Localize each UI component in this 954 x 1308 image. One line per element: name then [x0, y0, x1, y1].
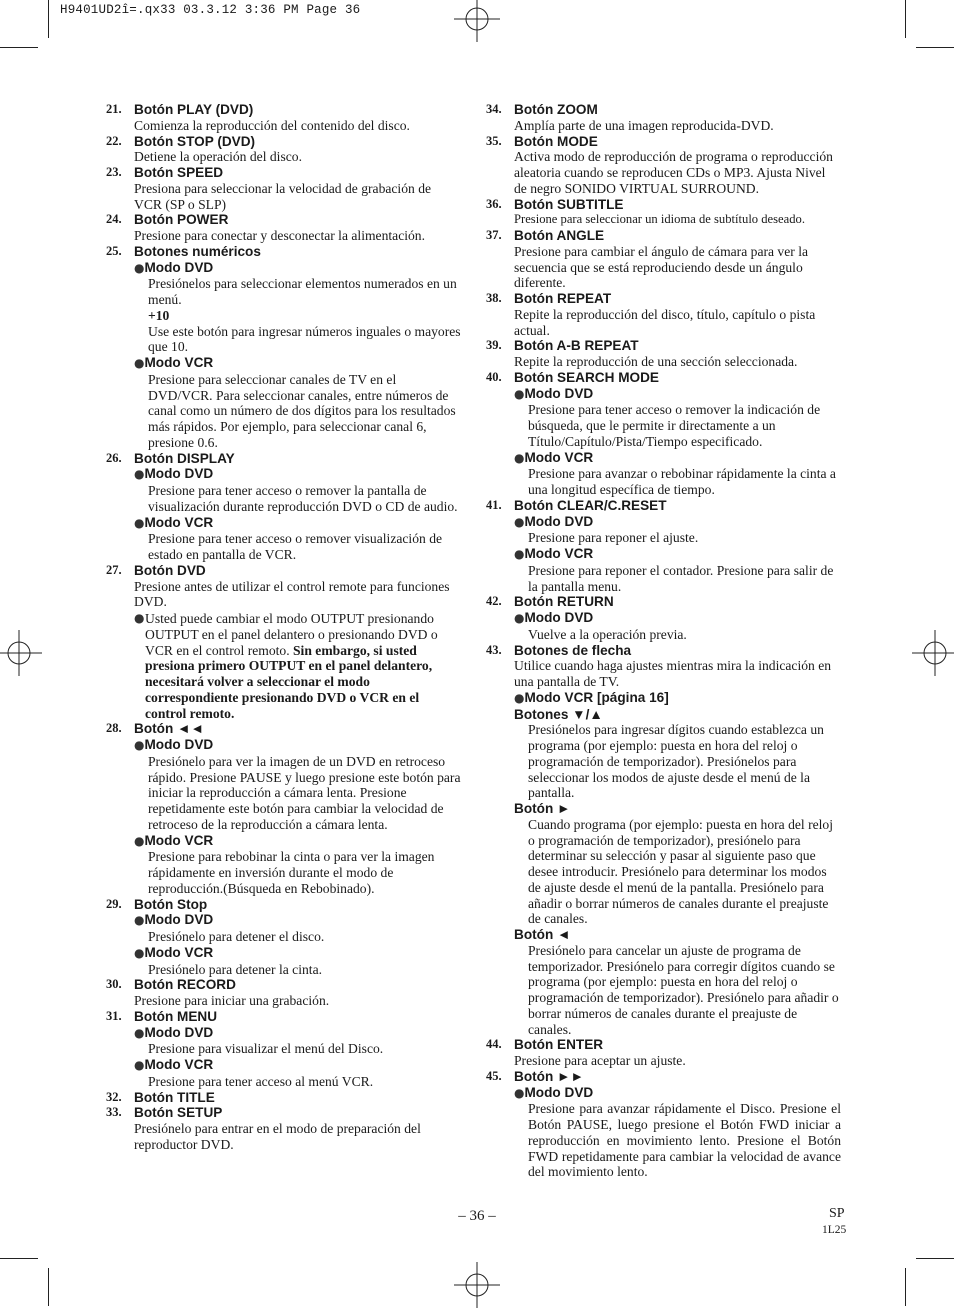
entry-description: Presiona para seleccionar la velocidad de grabación de VCR (SP o SLP) [134, 180, 432, 212]
entry-number: 44. [486, 1037, 502, 1052]
right-column [486, 102, 841, 1180]
bullet-paragraph [134, 610, 461, 721]
mode-heading [134, 737, 461, 754]
mode-label: Modo DVD [144, 466, 214, 482]
bullet-icon: ● [134, 738, 145, 752]
mode-description: Presiónelo para detener la cinta. [148, 961, 322, 977]
mode-heading [134, 355, 461, 372]
entry-title: Botón REPEAT [514, 291, 612, 306]
mode-description: Presione para seleccionar canales de TV en el DVD/VCR. Para seleccionar canales, entre números de canal como un número de dos dígitos para los resultados más rápidos. Por ejemplo, para seleccionar canal 6, presione 0.6. [148, 371, 456, 450]
button-entry [106, 721, 461, 896]
button-entry [106, 1105, 461, 1152]
entry-number: 33. [106, 1105, 122, 1120]
entry-number: 37. [486, 228, 502, 242]
entry-title: Botón STOP (DVD) [134, 133, 256, 149]
entry-number: 23. [106, 165, 122, 179]
button-entry [486, 594, 841, 642]
bullet-icon: ● [134, 611, 145, 625]
button-entry [486, 1069, 841, 1180]
bullet-icon: ● [134, 1058, 145, 1072]
entry-number: 21. [106, 102, 122, 116]
button-entry [486, 1037, 841, 1069]
mode-description: Presione para visualizar el menú del Disco. [148, 1041, 384, 1057]
mode-heading [134, 945, 461, 962]
mode-label: Modo VCR [524, 449, 594, 465]
entry-title: Botón MODE [514, 133, 598, 149]
bullet-icon: ● [134, 356, 145, 370]
mode-heading [514, 450, 841, 467]
entry-number: 31. [106, 1008, 122, 1023]
entry-title: Botón RETURN [514, 594, 614, 610]
registration-mark-icon [0, 630, 42, 676]
entry-description: Presione para conectar y desconectar la alimentación. [134, 228, 425, 243]
entry-description: Presiónelo para entrar en el modo de preparación del reproductor DVD. [134, 1121, 421, 1152]
crop-mark [48, 1268, 49, 1306]
entry-title: Botón DVD [134, 562, 206, 578]
mode-heading [514, 386, 841, 403]
mode-label: Modo DVD [144, 259, 214, 275]
entry-description: Activa modo de reproducción de programa o reproducción aleatoria cuando se reproducen CDs o MP3. Ajusta Nivel de negro SONIDO VIRTUAL SURROUND. [514, 149, 833, 196]
mode-heading [514, 514, 841, 531]
button-entry [486, 134, 841, 197]
entry-title: Botón PLAY (DVD) [134, 102, 254, 117]
registration-mark-icon [454, 1262, 500, 1308]
mode-label: Modo VCR [página 16] [524, 689, 669, 705]
entry-number: 38. [486, 291, 502, 305]
bullet-icon: ● [514, 1085, 525, 1100]
button-entry [486, 291, 841, 338]
registration-mark-icon [912, 630, 954, 676]
entry-number: 34. [486, 102, 502, 116]
mode-description: Presione para reponer el ajuste. [528, 530, 699, 546]
entry-title: Botones numéricos [134, 243, 261, 259]
bullet-icon: ● [134, 833, 145, 848]
entry-title: Botón CLEAR/C.RESET [514, 497, 667, 513]
mode-description: Cuando programa (por ejemplo: puesta en hora del reloj o programación de temporizador), presiónelo para determinar su selección y pasar al siguiente paso que desee introducir. Presiónelo para determinar los modos de ajuste desde el menú de la pantalla. Presiónelo para añadir o borrar números de canales durante el preajuste de canales. [528, 816, 834, 927]
mode-description: Presiónelo para ver la imagen de un DVD en retroceso rápido. Presione PAUSE y luego presione este botón para iniciar la reproducción a cámara lenta. Presione repetidamente este botón para cambiar la velocidad de retroceso de la reproducción a cámara lenta. [148, 753, 461, 832]
bullet-icon: ● [514, 690, 525, 705]
entry-number: 27. [106, 562, 122, 577]
entry-title: Botón SEARCH MODE [514, 369, 659, 385]
crop-mark [905, 1268, 906, 1306]
entry-description: Repite la reproducción del disco, título, capítulo o pista actual. [514, 306, 816, 338]
bullet-icon: ● [134, 260, 145, 275]
entry-title: Botón TITLE [134, 1089, 215, 1105]
entry-number: 22. [106, 133, 122, 148]
mode-label: Modo DVD [524, 513, 594, 529]
button-entry [106, 977, 461, 1009]
mode-description: Use este botón para ingresar números inguales o mayores que 10. [148, 323, 461, 355]
button-entry [486, 370, 841, 498]
button-entry [106, 1090, 461, 1106]
bullet-icon: ● [134, 913, 145, 928]
entry-description: Utilice cuando haga ajustes mientras mira la indicación en una pantalla de TV. [514, 658, 832, 689]
mode-heading [514, 610, 841, 627]
mode-label: Modo DVD [144, 737, 214, 752]
mode-label: Modo VCR [524, 546, 594, 561]
entry-title: Botón SUBTITLE [514, 196, 624, 212]
button-entry [486, 228, 841, 291]
entry-description: Detiene la operación del disco. [134, 149, 302, 165]
print-slug: H9401UD2î=.qx33 03.3.12 3:36 PM Page 36 [60, 3, 361, 17]
entry-title: Botón DISPLAY [134, 450, 235, 466]
entry-description: Amplía parte de una imagen reproducida-DVD. [514, 117, 774, 133]
entry-title: Botón ◄◄ [134, 721, 204, 737]
bullet-icon: ● [514, 386, 525, 401]
entry-number: 32. [106, 1089, 122, 1104]
crop-mark [905, 0, 906, 38]
bullet-icon: ● [514, 450, 525, 465]
mode-label: Modo VCR [144, 355, 214, 370]
button-entry [106, 212, 461, 244]
bullet-icon: ● [134, 515, 145, 530]
entry-number: 43. [486, 642, 502, 657]
mode-heading [134, 1057, 461, 1074]
arrow-button-heading: Botones ▼/▲ [514, 706, 603, 722]
bullet-icon: ● [134, 467, 145, 482]
mode-description: Presiónelos para ingresar dígitos cuando establezca un programa (por ejemplo: puesta en hora del reloj o programación de temporizador). Presiónelos para seleccionar los modos de ajuste desde el menú de la pantalla. [528, 722, 824, 801]
mode-heading [134, 912, 461, 929]
entry-description: Presione para aceptar un ajuste. [514, 1053, 686, 1068]
entry-number: 36. [486, 196, 502, 211]
mode-description: Presione para reponer el contador. Presione para salir de la pantalla menu. [528, 562, 834, 594]
mode-label: Modo DVD [144, 1024, 214, 1040]
entry-number: 45. [486, 1068, 502, 1083]
entry-title: Botón SPEED [134, 165, 224, 180]
mode-heading [514, 1085, 841, 1102]
entry-title: Botón MENU [134, 1008, 218, 1024]
button-entry [106, 563, 461, 722]
mode-description: Presione para tener acceso o remover visualización de estado en pantalla de VCR. [148, 531, 443, 562]
mode-description: Presione para avanzar rápidamente el Disco. Presione el Botón PAUSE, luego presione el Botón FWD iniciar a reproducción en movimiento lento. Presione el Botón FWD repetidamente para cambiar la velocidad de avance del movimiento lento. [528, 1101, 841, 1180]
button-entry [486, 338, 841, 370]
bullet-icon: ● [134, 1025, 145, 1040]
entry-number: 28. [106, 721, 122, 736]
button-entry [106, 244, 461, 451]
mode-label: Modo VCR [144, 1057, 214, 1072]
crop-mark [0, 1258, 38, 1259]
bullet-text-regular: Usted puede cambiar el modo OUTPUT presionando OUTPUT en el panel delantero o presionando DVD o VCR en el control remoto. [145, 611, 438, 658]
mode-description: Vuelve a la operación previa. [528, 626, 687, 642]
entry-title: Botón SETUP [134, 1105, 223, 1121]
button-entry [106, 451, 461, 563]
crop-mark [916, 1258, 954, 1259]
mode-description: Presione para avanzar o rebobinar rápidamente la cinta a una longitud específica de tiempo. [528, 466, 836, 497]
button-entry [486, 498, 841, 595]
mode-description: Presiónelo para detener el disco. [148, 929, 325, 944]
document-code: 1L25 [822, 1224, 847, 1236]
mode-heading [514, 690, 841, 707]
entry-number: 29. [106, 896, 122, 911]
mode-description: Presiónelo para cancelar un ajuste de programa de temporizador. Presiónelo para corregir dígitos cuando se programa (por ejemplo: puesta en hora del reloj o programación de temporizador). Presiónelo para añadir o borrar números de canales durante el preajuste de canales. [528, 942, 839, 1037]
button-entry [486, 102, 841, 134]
entry-number: 41. [486, 497, 502, 512]
mode-label: Modo DVD [524, 1084, 594, 1100]
left-column [106, 102, 461, 1153]
entry-description: Comienza la reproducción del contenido del disco. [134, 117, 410, 133]
button-entry [106, 134, 461, 166]
mode-heading [134, 466, 461, 483]
mode-heading [134, 515, 461, 532]
button-entry [486, 197, 841, 229]
entry-description: Repite la reproducción de una sección seleccionada. [514, 354, 798, 369]
bullet-icon: ● [514, 547, 525, 561]
entry-title: Botón ZOOM [514, 102, 598, 117]
button-entry [106, 1009, 461, 1090]
entry-number: 40. [486, 369, 502, 384]
entry-title: Botón A-B REPEAT [514, 338, 639, 354]
mode-label: Modo DVD [524, 610, 594, 625]
entry-title: Botón ►► [514, 1068, 584, 1084]
button-entry [106, 897, 461, 978]
mode-heading [134, 1025, 461, 1042]
button-entry [106, 102, 461, 134]
mode-description: Presione para tener acceso al menú VCR. [148, 1073, 374, 1089]
plus-ten-label: +10 [148, 307, 170, 323]
button-entry [486, 643, 841, 1038]
mode-label: Modo DVD [144, 912, 214, 928]
bullet-icon: ● [514, 514, 525, 529]
entry-number: 30. [106, 977, 122, 992]
mode-heading [134, 833, 461, 850]
entry-title: Botón ANGLE [514, 228, 605, 243]
bullet-text-bold: Sin embargo, si usted presiona primero OUTPUT en el panel delantero, necesitará volver a seleccionar el modo correspondiente presionando DVD o VCR en el control remoto. [145, 642, 433, 721]
entry-number: 35. [486, 133, 502, 148]
bullet-icon: ● [134, 945, 145, 960]
entry-number: 42. [486, 594, 502, 609]
entry-number: 39. [486, 338, 502, 353]
arrow-button-heading: Botón ◄ [514, 927, 571, 942]
mode-description: Presiónelos para seleccionar elementos numerados en un menú. [148, 276, 457, 307]
mode-label: Modo VCR [144, 944, 214, 960]
entry-number: 25. [106, 243, 122, 258]
entry-description: Presione antes de utilizar el control remote para funciones DVD. [134, 578, 450, 610]
entry-number: 24. [106, 212, 122, 227]
mode-label: Modo VCR [144, 514, 214, 530]
mode-heading [134, 260, 461, 277]
entry-description: Presione para cambiar el ángulo de cámara para ver la secuencia que se está reproduciendo desde un ángulo diferente. [514, 243, 808, 291]
language-label: SP [829, 1206, 845, 1221]
mode-description: Presione para tener acceso o remover la pantalla de visualización durante reproducción DVD o CD de audio. [148, 483, 458, 514]
entry-description: Presione para seleccionar un idioma de subtítulo deseado. [514, 212, 805, 227]
entry-title: Botón POWER [134, 212, 229, 228]
crop-mark [916, 47, 954, 48]
crop-mark [48, 0, 49, 38]
crop-mark [0, 47, 38, 48]
mode-heading [514, 546, 841, 563]
bullet-icon: ● [514, 611, 525, 625]
registration-mark-icon [454, 0, 500, 42]
bullet-text [145, 611, 461, 721]
entry-number: 26. [106, 450, 122, 465]
mode-description: Presione para tener acceso o remover la indicación de búsqueda, que le permite ir directamente a un Título/Capítulo/Pista/Tiempo especificado. [528, 402, 821, 449]
page-number: – 36 – [458, 1208, 496, 1224]
button-entry [106, 165, 461, 212]
entry-description: Presione para iniciar una grabación. [134, 993, 330, 1008]
entry-title: Botón Stop [134, 896, 208, 912]
mode-label: Modo DVD [524, 385, 594, 401]
mode-label: Modo VCR [144, 832, 214, 848]
arrow-button-heading: Botón ► [514, 801, 571, 816]
entry-title: Botón ENTER [514, 1037, 604, 1053]
mode-description: Presione para rebobinar la cinta o para ver la imagen rápidamente en inversión durante el modo de reproducción.(Búsqueda en Rebobinado). [148, 849, 435, 896]
entry-title: Botón RECORD [134, 977, 236, 993]
entry-title: Botones de flecha [514, 642, 632, 658]
